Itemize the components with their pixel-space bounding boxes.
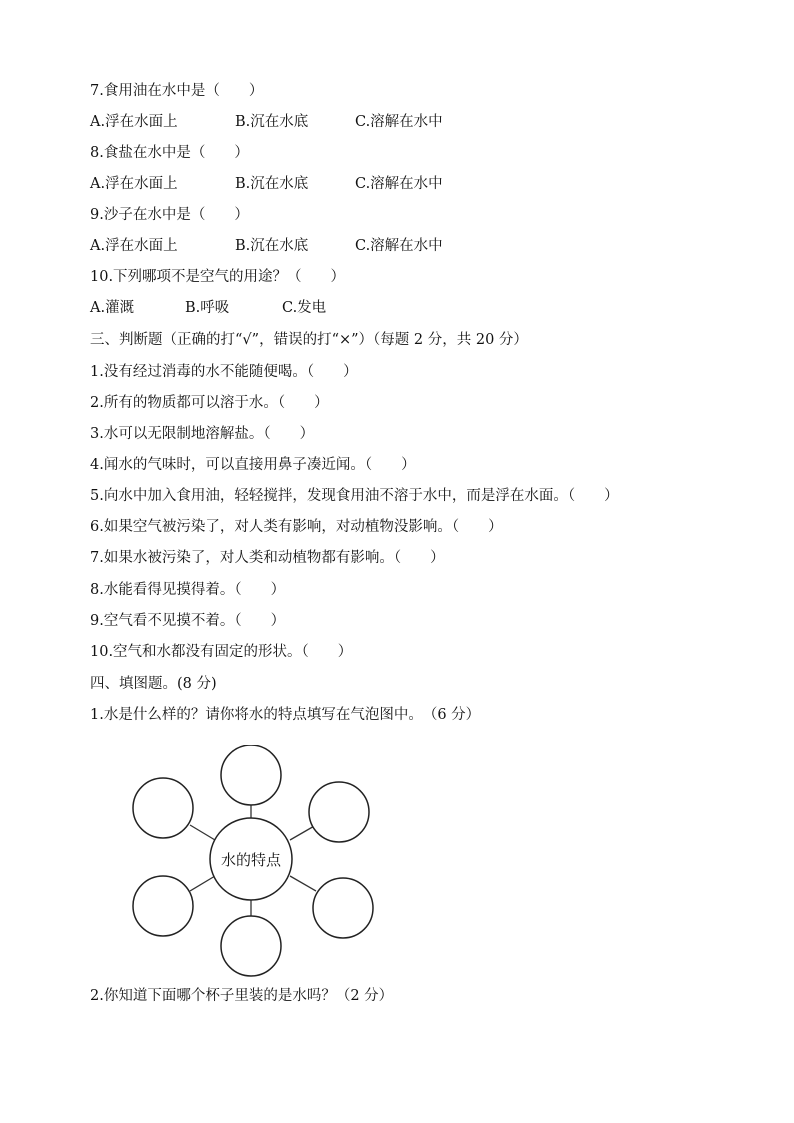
fill-section-title: 四、填图题。(8 分) (90, 676, 217, 692)
question-7: 7.食用油在水中是（ ） (90, 83, 264, 99)
judge-item: 6.如果空气被污染了，对人类有影响，对动植物没影响。（ ） (90, 519, 503, 535)
bubble-circle-bottom[interactable] (221, 916, 281, 976)
option-c: C.发电 (282, 300, 327, 316)
judge-item: 1.没有经过消毒的水不能随便喝。（ ） (90, 364, 358, 380)
option-a: A.浮在水面上 (90, 176, 178, 192)
question-8: 8.食盐在水中是（ ） (90, 145, 249, 161)
option-a: A.浮在水面上 (90, 238, 178, 254)
judge-item: 3.水可以无限制地溶解盐。（ ） (90, 426, 315, 442)
judge-section-title: 三、判断题（正确的打“√”，错误的打“×”）（每题 2 分，共 20 分） (90, 332, 528, 348)
option-b: B.沉在水底 (235, 114, 309, 130)
judge-item: 2.所有的物质都可以溶于水。（ ） (90, 395, 329, 411)
bubble-circle-upper-right[interactable] (309, 782, 369, 842)
option-a: A.浮在水面上 (90, 114, 178, 130)
bubble-map (125, 745, 385, 985)
bubble-circle-lower-right[interactable] (313, 878, 373, 938)
option-c: C.溶解在水中 (355, 176, 443, 192)
bubble-circle-lower-left[interactable] (133, 876, 193, 936)
judge-item: 8.水能看得见摸得着。（ ） (90, 582, 286, 598)
option-b: B.呼吸 (185, 300, 230, 316)
option-b: B.沉在水底 (235, 238, 309, 254)
option-a: A.灌溉 (90, 300, 135, 316)
option-c: C.溶解在水中 (355, 238, 443, 254)
judge-item: 7.如果水被污染了，对人类和动植物都有影响。（ ） (90, 550, 445, 566)
question-9: 9.沙子在水中是（ ） (90, 207, 249, 223)
fill-question-1: 1.水是什么样的？请你将水的特点填写在气泡图中。 （6 分） (90, 707, 481, 723)
bubble-circle-top[interactable] (221, 745, 281, 805)
judge-item: 5.向水中加入食用油，轻轻搅拌，发现食用油不溶于水中，而是浮在水面。（ ） (90, 488, 619, 504)
fill-question-2: 2.你知道下面哪个杯子里装的是水吗？（2 分） (90, 988, 394, 1004)
bubble-circle-upper-left[interactable] (133, 778, 193, 838)
judge-item: 9.空气看不见摸不着。（ ） (90, 613, 286, 629)
judge-item: 4.闻水的气味时，可以直接用鼻子凑近闻。（ ） (90, 457, 416, 473)
bubble-center-label: 水的特点 (220, 851, 282, 869)
bubble-connector (290, 876, 316, 891)
option-b: B.沉在水底 (235, 176, 309, 192)
bubble-connector (190, 825, 215, 840)
option-c: C.溶解在水中 (355, 114, 443, 130)
bubble-connector (290, 825, 316, 840)
bubble-connector (190, 876, 215, 891)
question-10: 10.下列哪项不是空气的用途？（ ） (90, 269, 346, 285)
judge-item: 10.空气和水都没有固定的形状。（ ） (90, 644, 353, 660)
